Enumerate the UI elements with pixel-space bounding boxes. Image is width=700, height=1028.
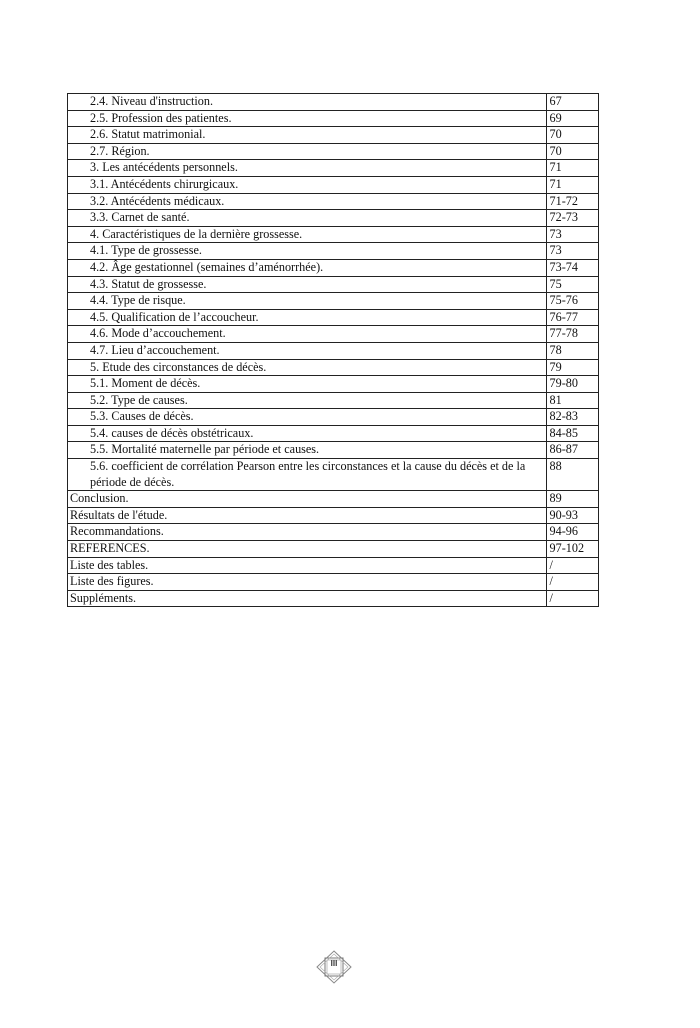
toc-row xyxy=(68,293,599,310)
toc-entry-page: 79-80 xyxy=(546,376,598,393)
toc-row xyxy=(68,574,599,591)
toc-entry-page: 72-73 xyxy=(546,210,598,227)
toc-entry-title: REFERENCES. xyxy=(68,541,547,558)
toc-row xyxy=(68,176,599,193)
toc-row xyxy=(68,243,599,260)
toc-entry-title: 5.6. coefficient de corrélation Pearson entre les circonstances et la cause du décès et de la période de décès. xyxy=(68,459,547,491)
toc-entry-title: 4.2. Âge gestationnel (semaines d’aménorrhée). xyxy=(68,259,547,276)
toc-entry-title: 5.1. Moment de décès. xyxy=(68,376,547,393)
toc-entry-title: 3. Les antécédents personnels. xyxy=(68,160,547,177)
toc-entry-title: Liste des tables. xyxy=(68,557,547,574)
toc-row xyxy=(68,342,599,359)
toc-row xyxy=(68,110,599,127)
toc-row xyxy=(68,491,599,508)
toc-entry-title: 3.3. Carnet de santé. xyxy=(68,210,547,227)
toc-entry-title: 4.1. Type de grossesse. xyxy=(68,243,547,260)
toc-entry-page: 97-102 xyxy=(546,541,598,558)
toc-entry-page: 76-77 xyxy=(546,309,598,326)
toc-entry-title: 4.4. Type de risque. xyxy=(68,293,547,310)
toc-entry-page: 86-87 xyxy=(546,442,598,459)
toc-entry-title: Résultats de l'étude. xyxy=(68,507,547,524)
toc-entry-page: 73 xyxy=(546,243,598,260)
toc-entry-title: 5. Etude des circonstances de décès. xyxy=(68,359,547,376)
toc-row xyxy=(68,326,599,343)
toc-row xyxy=(68,226,599,243)
table-of-contents xyxy=(67,93,599,607)
toc-entry-page: 81 xyxy=(546,392,598,409)
toc-entry-page: 67 xyxy=(546,94,598,111)
toc-entry-page: 77-78 xyxy=(546,326,598,343)
toc-entry-page: 84-85 xyxy=(546,425,598,442)
toc-entry-title: 4. Caractéristiques de la dernière grossesse. xyxy=(68,226,547,243)
toc-entry-page: 78 xyxy=(546,342,598,359)
toc-row xyxy=(68,376,599,393)
toc-row xyxy=(68,409,599,426)
toc-row xyxy=(68,590,599,607)
toc-entry-title: 4.5. Qualification de l’accoucheur. xyxy=(68,309,547,326)
toc-entry-title: 2.6. Statut matrimonial. xyxy=(68,127,547,144)
toc-row xyxy=(68,557,599,574)
toc-entry-title: 2.4. Niveau d'instruction. xyxy=(68,94,547,111)
toc-entry-page: 90-93 xyxy=(546,507,598,524)
toc-entry-title: Liste des figures. xyxy=(68,574,547,591)
toc-entry-title: 4.6. Mode d’accouchement. xyxy=(68,326,547,343)
toc-row xyxy=(68,160,599,177)
page-number: III xyxy=(330,959,338,968)
toc-entry-page: 79 xyxy=(546,359,598,376)
toc-entry-title: 2.5. Profession des patientes. xyxy=(68,110,547,127)
toc-entry-page: 70 xyxy=(546,127,598,144)
toc-row xyxy=(68,210,599,227)
toc-row xyxy=(68,276,599,293)
toc-entry-title: 3.1. Antécédents chirurgicaux. xyxy=(68,176,547,193)
toc-row xyxy=(68,127,599,144)
toc-row xyxy=(68,459,599,491)
toc-row xyxy=(68,425,599,442)
toc-entry-page: 73-74 xyxy=(546,259,598,276)
toc-entry-page: 70 xyxy=(546,143,598,160)
toc-body xyxy=(68,94,599,607)
toc-row xyxy=(68,259,599,276)
toc-entry-title: 5.4. causes de décès obstétricaux. xyxy=(68,425,547,442)
toc-entry-page: 71 xyxy=(546,176,598,193)
toc-entry-title: Suppléments. xyxy=(68,590,547,607)
toc-entry-title: 5.2. Type de causes. xyxy=(68,392,547,409)
toc-entry-page: 75-76 xyxy=(546,293,598,310)
toc-row xyxy=(68,541,599,558)
toc-entry-page: 71 xyxy=(546,160,598,177)
toc-entry-title: 3.2. Antécédents médicaux. xyxy=(68,193,547,210)
toc-entry-title: 4.3. Statut de grossesse. xyxy=(68,276,547,293)
toc-row xyxy=(68,193,599,210)
toc-entry-page: / xyxy=(546,590,598,607)
toc-entry-title: 5.3. Causes de décès. xyxy=(68,409,547,426)
toc-row xyxy=(68,359,599,376)
toc-row xyxy=(68,94,599,111)
toc-entry-page: / xyxy=(546,574,598,591)
toc-row xyxy=(68,309,599,326)
toc-entry-page: 88 xyxy=(546,459,598,491)
toc-entry-page: 89 xyxy=(546,491,598,508)
toc-entry-title: Recommandations. xyxy=(68,524,547,541)
toc-entry-page: / xyxy=(546,557,598,574)
toc-entry-title: 2.7. Région. xyxy=(68,143,547,160)
toc-row xyxy=(68,507,599,524)
toc-row xyxy=(68,442,599,459)
toc-row xyxy=(68,143,599,160)
toc-entry-title: 5.5. Mortalité maternelle par période et causes. xyxy=(68,442,547,459)
toc-entry-page: 75 xyxy=(546,276,598,293)
toc-entry-page: 69 xyxy=(546,110,598,127)
toc-entry-page: 73 xyxy=(546,226,598,243)
toc-entry-title: 4.7. Lieu d’accouchement. xyxy=(68,342,547,359)
toc-row xyxy=(68,524,599,541)
toc-row xyxy=(68,392,599,409)
toc-entry-title: Conclusion. xyxy=(68,491,547,508)
toc-entry-page: 94-96 xyxy=(546,524,598,541)
toc-entry-page: 71-72 xyxy=(546,193,598,210)
toc-entry-page: 82-83 xyxy=(546,409,598,426)
